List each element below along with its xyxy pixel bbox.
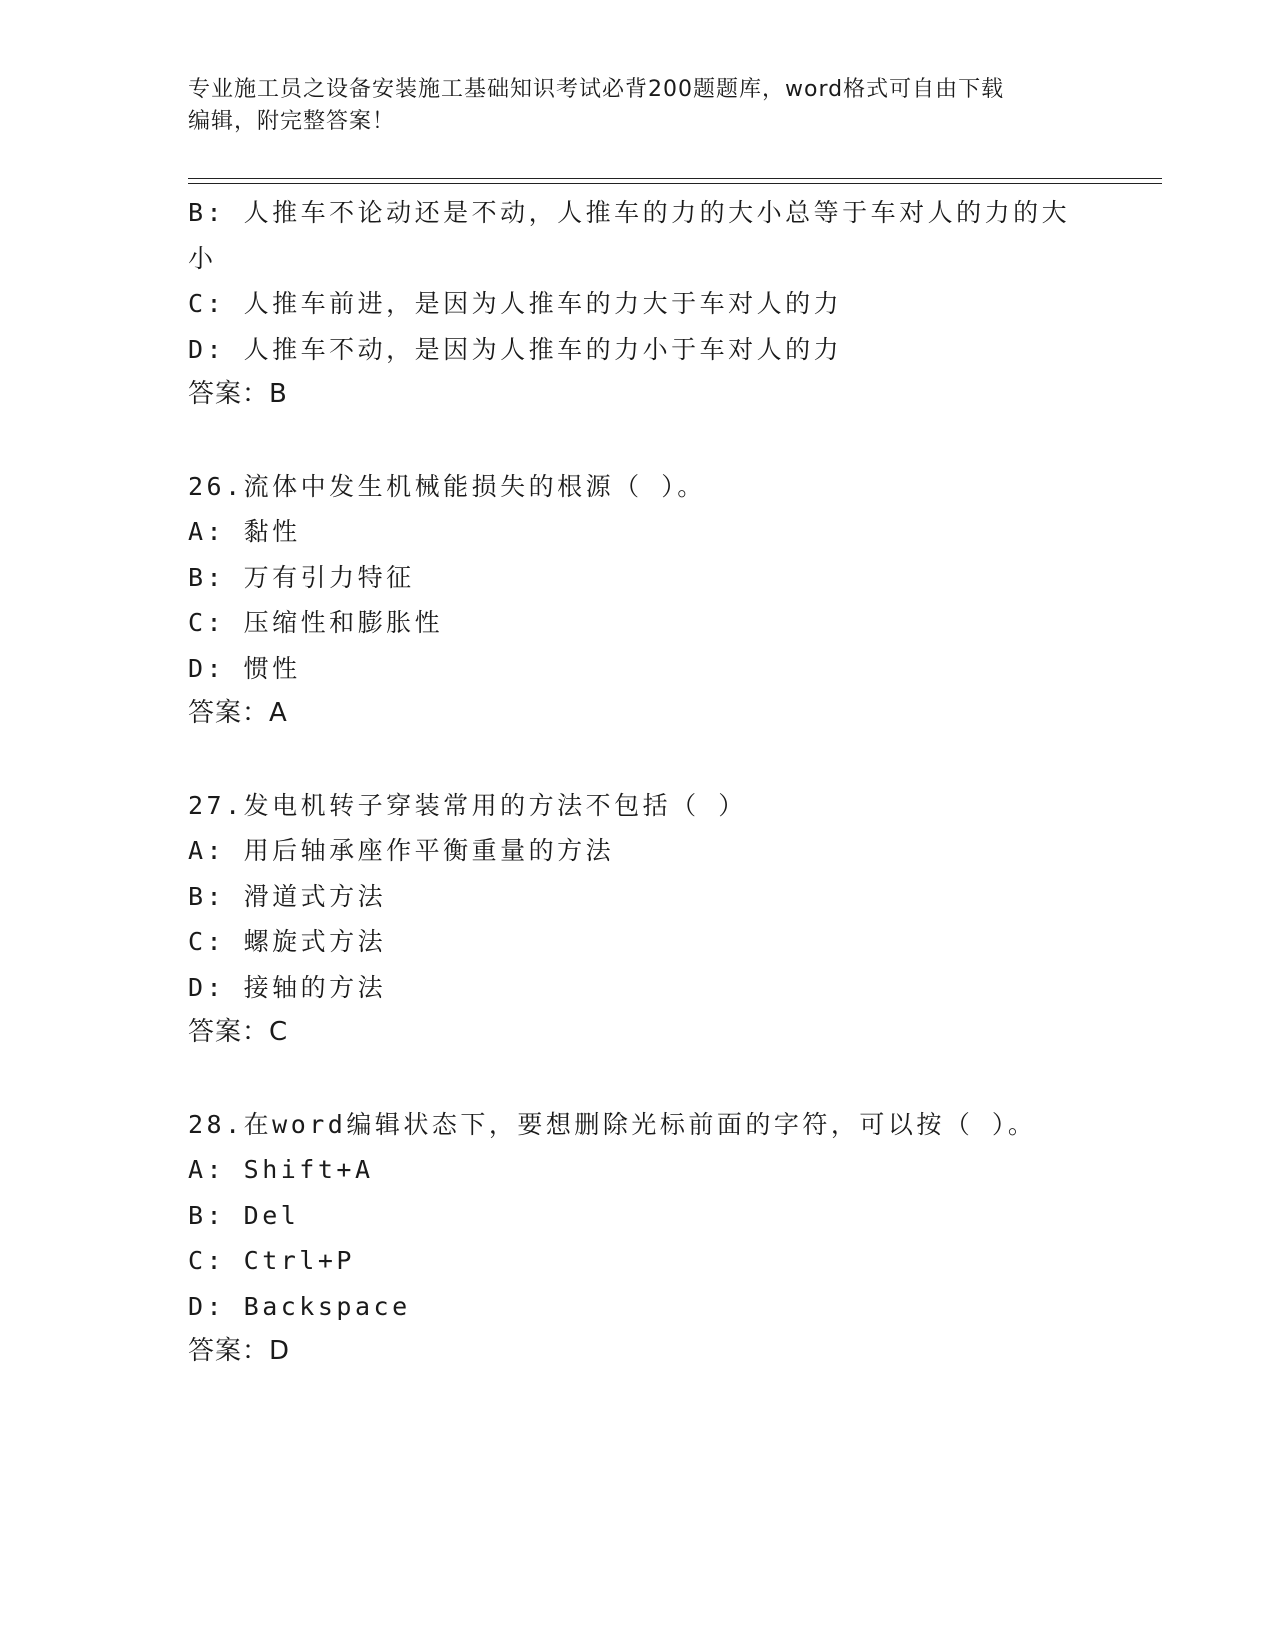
option-b: B: 滑道式方法 — [188, 881, 387, 911]
question-spacer — [188, 737, 1088, 783]
option-a: A: 用后轴承座作平衡重量的方法 — [188, 836, 615, 865]
option-b: B: 人推车不论动还是不动，人推车的力的大小总等于车对人的力的大小 — [188, 198, 1071, 273]
option-c: C: 压缩性和膨胀性 — [188, 608, 444, 637]
question-spacer — [188, 1056, 1088, 1102]
question-block-26 — [188, 464, 1088, 737]
question-spacer — [188, 418, 1088, 464]
answer-line: 答案：D — [188, 1336, 291, 1366]
header-divider-top — [188, 178, 1162, 179]
option-d: D: 惯性 — [188, 653, 301, 683]
option-a: A: Shift+A — [188, 1155, 374, 1184]
header-title-line-2: 编辑，附完整答案！ — [188, 109, 396, 134]
answer-line: 答案：B — [188, 379, 288, 409]
question-text: 28.在word编辑状态下，要想删除光标前面的字符，可以按（ ）。 — [188, 1109, 1037, 1139]
option-d: D: 人推车不动，是因为人推车的力小于车对人的力 — [188, 334, 843, 364]
header-title-line-1: 专业施工员之设备安装施工基础知识考试必背200题题库，word格式可自由下载 — [188, 77, 1005, 102]
option-d: D: Backspace — [188, 1291, 411, 1321]
option-b: B: 万有引力特征 — [188, 562, 415, 592]
option-a: A: 黏性 — [188, 517, 301, 546]
question-list — [188, 190, 1088, 1375]
option-b: B: Del — [188, 1200, 300, 1230]
answer-line: 答案：C — [188, 1017, 289, 1047]
document-header — [188, 74, 1088, 138]
question-block-28 — [188, 1102, 1088, 1375]
question-block-27 — [188, 783, 1088, 1056]
question-text: 27.发电机转子穿装常用的方法不包括（ ） — [188, 790, 747, 820]
option-d: D: 接轴的方法 — [188, 972, 387, 1002]
option-c: C: 螺旋式方法 — [188, 927, 387, 956]
option-c: C: 人推车前进，是因为人推车的力大于车对人的力 — [188, 289, 843, 318]
header-divider-bottom — [188, 183, 1162, 184]
question-text: 26.流体中发生机械能损失的根源（ ）。 — [188, 471, 706, 501]
answer-line: 答案：A — [188, 698, 288, 728]
option-c: C: Ctrl+P — [188, 1246, 355, 1275]
question-block-25 — [188, 190, 1088, 418]
